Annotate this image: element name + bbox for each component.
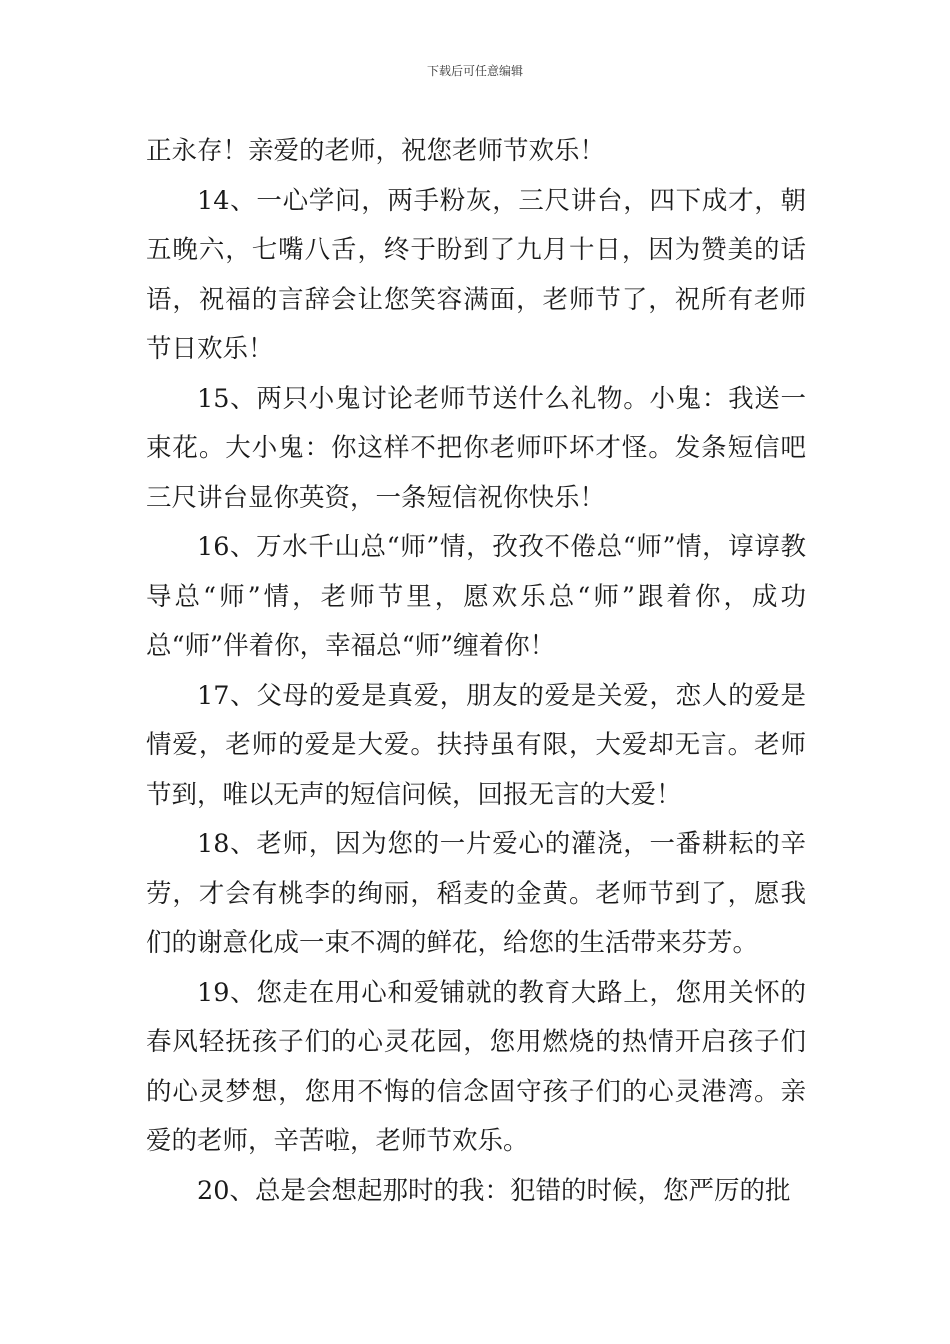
paragraph-17: 17、父母的爱是真爱，朋友的爱是关爱，恋人的爱是情爱，老师的爱是大爱。扶持虽有限，大爱却无言。老师节到，唯以无声的短信问候，回报无言的大爱！ (146, 680, 806, 810)
document-body (146, 127, 806, 1216)
paragraph-continuation: 正永存！亲爱的老师，祝您老师节欢乐！ (146, 136, 606, 166)
paragraph-15: 15、两只小鬼讨论老师节送什么礼物。小鬼：我送一束花。大小鬼：你这样不把你老师吓坏才怪。发条短信吧三尺讲台显你英资，一条短信祝你快乐！ (146, 383, 806, 513)
page-header: 下载后可任意编辑 (426, 64, 523, 78)
paragraph-18: 18、老师，因为您的一片爱心的灌浇，一番耕耘的辛劳，才会有桃李的绚丽，稻麦的金黄。老师节到了，愿我们的谢意化成一束不凋的鲜花，给您的生活带来芬芳。 (146, 829, 806, 958)
paragraph-19: 19、您走在用心和爱铺就的教育大路上，您用关怀的春风轻抚孩子们的心灵花园，您用燃烧的热情开启孩子们的心灵梦想，您用不悔的信念固守孩子们的心灵港湾。亲爱的老师，辛苦啦，老师节欢乐。 (146, 977, 806, 1156)
paragraph-16: 16、万水千山总“师”情，孜孜不倦总“师”情，谆谆教导总“师”情，老师节里，愿欢乐总“师”跟着你，成功总“师”伴着你，幸福总“师”缠着你！ (146, 532, 806, 661)
paragraph-14: 14、一心学问，两手粉灰，三尺讲台，四下成才，朝五晚六，七嘴八舌，终于盼到了九月十日，因为赞美的话语，祝福的言辞会让您笑容满面，老师节了，祝所有老师节日欢乐！ (146, 185, 806, 364)
paragraph-20: 20、总是会想起那时的我：犯错的时候，您严厉的批 (197, 1175, 791, 1206)
